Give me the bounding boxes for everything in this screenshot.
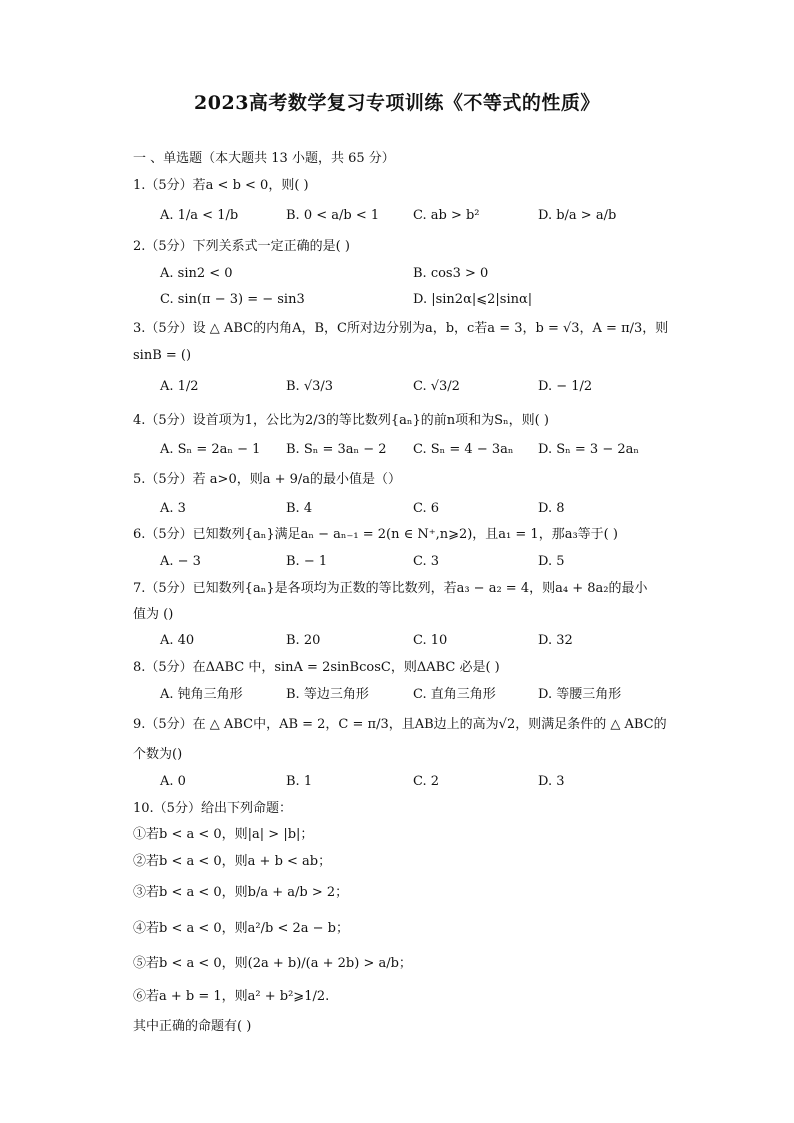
question-8-stem: 8.（5分）在ΔABC 中，sinA = 2sinBcosC，则ΔABC 必是( )	[133, 660, 500, 675]
q8-option-d: D. 等腰三角形	[538, 687, 622, 702]
question-7-stem: 7.（5分）已知数列{aₙ}是各项均为正数的等比数列，若a₃ − a₂ = 4，则a₄ + 8a₂的最小	[133, 581, 648, 596]
q6-option-c: C. 3	[413, 554, 440, 569]
q2-option-b: B. cos3 > 0	[413, 266, 489, 281]
question-1-stem: 1.（5分）若a < b < 0，则( )	[133, 178, 309, 193]
q2-option-c: C. sin(π − 3) = − sin3	[160, 292, 305, 307]
section-heading: 一 、单选题（本大题共 13 小题，共 65 分）	[133, 151, 395, 166]
q1-option-a: A. 1/a < 1/b	[160, 208, 239, 223]
q8-option-b: B. 等边三角形	[286, 687, 369, 702]
q1-option-c: C. ab > b²	[413, 208, 480, 223]
q4-option-d: D. Sₙ = 3 − 2aₙ	[538, 442, 639, 457]
q9-option-c: C. 2	[413, 774, 440, 789]
q5-option-a: A. 3	[160, 501, 186, 516]
q9-option-d: D. 3	[538, 774, 565, 789]
question-5-stem: 5.（5分）若 a>0，则a + 9/a的最小值是（）	[133, 472, 402, 487]
question-3-stem: 3.（5分）设 △ ABC的内角A，B，C所对边分别为a，b，c若a = 3，b = √3，A = π/3，则	[133, 321, 669, 336]
q10-proposition-2: ②若b < a < 0，则a + b < ab；	[133, 854, 332, 869]
page-title: 2023高考数学复习专项训练《不等式的性质》	[194, 92, 600, 114]
q4-option-b: B. Sₙ = 3aₙ − 2	[286, 442, 387, 457]
q8-option-c: C. 直角三角形	[413, 687, 496, 702]
q4-option-c: C. Sₙ = 4 − 3aₙ	[413, 442, 514, 457]
q5-option-b: B. 4	[286, 501, 313, 516]
question-6-stem: 6.（5分）已知数列{aₙ}满足aₙ − aₙ₋₁ = 2(n ∈ N⁺,n⩾2)，且a₁ = 1，那a₃等于( )	[133, 527, 618, 542]
q3-option-c: C. √3/2	[413, 379, 460, 394]
q6-option-a: A. − 3	[160, 554, 201, 569]
q7-option-c: C. 10	[413, 633, 448, 648]
q5-option-d: D. 8	[538, 501, 565, 516]
q7-option-b: B. 20	[286, 633, 321, 648]
question-9-stem: 9.（5分）在 △ ABC中，AB = 2，C = π/3，且AB边上的高为√2，则满足条件的 △ ABC的	[133, 717, 667, 732]
q10-question-tail: 其中正确的命题有( )	[133, 1019, 252, 1034]
q7-option-d: D. 32	[538, 633, 573, 648]
q3-option-b: B. √3/3	[286, 379, 334, 394]
q2-option-a: A. sin2 < 0	[160, 266, 233, 281]
q1-option-d: D. b/a > a/b	[538, 208, 617, 223]
q9-option-a: A. 0	[160, 774, 186, 789]
q10-proposition-1: ①若b < a < 0，则|a| > |b|；	[133, 827, 314, 842]
q10-proposition-4: ④若b < a < 0，则a²/b < 2a − b；	[133, 921, 349, 936]
q7-option-a: A. 40	[160, 633, 195, 648]
q1-option-b: B. 0 < a/b < 1	[286, 208, 380, 223]
q10-proposition-5: ⑤若b < a < 0，则(2a + b)/(a + 2b) > a/b；	[133, 956, 412, 971]
question-3-stem-cont: sinB = ()	[133, 348, 192, 363]
q6-option-b: B. − 1	[286, 554, 328, 569]
question-4-stem: 4.（5分）设首项为1，公比为2/3的等比数列{aₙ}的前n项和为Sₙ，则( )	[133, 413, 549, 428]
question-7-stem-cont: 值为 ()	[133, 607, 174, 622]
question-9-stem-cont: 个数为()	[133, 747, 183, 762]
question-10-stem: 10.（5分）给出下列命题：	[133, 801, 292, 816]
q8-option-a: A. 钝角三角形	[160, 687, 243, 702]
q3-option-a: A. 1/2	[160, 379, 199, 394]
q10-proposition-6: ⑥若a + b = 1，则a² + b²⩾1/2.	[133, 989, 330, 1004]
question-2-stem: 2.（5分）下列关系式一定正确的是( )	[133, 239, 350, 254]
q2-option-d: D. |sin2α|⩽2|sinα|	[413, 292, 533, 307]
q10-proposition-3: ③若b < a < 0，则b/a + a/b > 2；	[133, 885, 349, 900]
q5-option-c: C. 6	[413, 501, 440, 516]
q4-option-a: A. Sₙ = 2aₙ − 1	[160, 442, 261, 457]
q3-option-d: D. − 1/2	[538, 379, 593, 394]
q6-option-d: D. 5	[538, 554, 565, 569]
q9-option-b: B. 1	[286, 774, 313, 789]
